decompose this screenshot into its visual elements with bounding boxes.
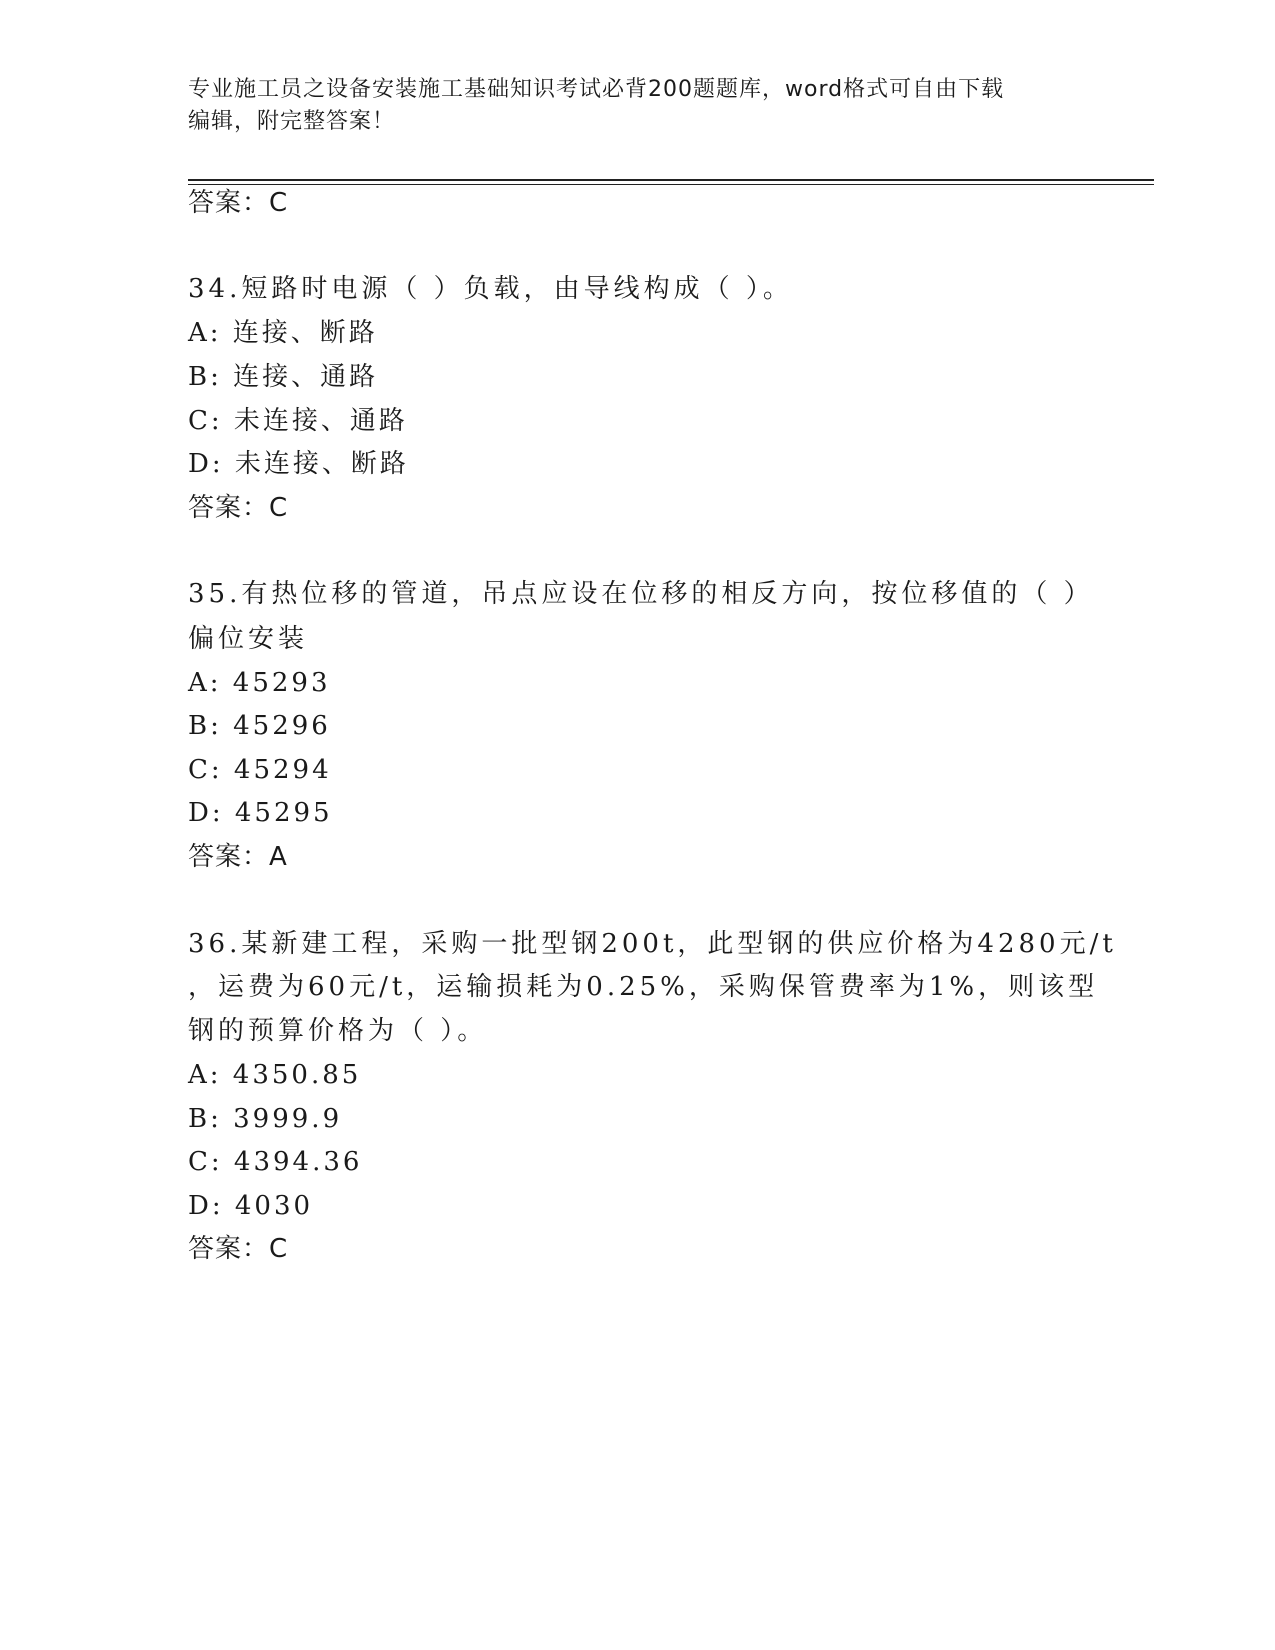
question-34-answer: 答案：C — [188, 493, 289, 523]
header-divider — [188, 179, 1154, 185]
question-34-option-b: B: 连接、通路 — [188, 362, 379, 392]
question-36-text-line-1: 36.某新建工程，采购一批型钢200t，此型钢的供应价格为4280元/t — [188, 929, 1117, 959]
question-36-text-line-2: ，运费为60元/t，运输损耗为0.25%，采购保管费率为1%，则该型 — [188, 972, 1099, 1002]
document-header — [188, 74, 1068, 138]
question-34-option-d: D: 未连接、断路 — [188, 449, 409, 479]
question-35-option-c: C: 45294 — [188, 755, 332, 785]
previous-answer: 答案：C — [188, 188, 289, 218]
question-34-option-c: C: 未连接、通路 — [188, 406, 408, 436]
question-34-option-a: A: 连接、断路 — [188, 318, 378, 348]
header-title-line-2: 编辑，附完整答案！ — [188, 109, 396, 134]
question-35-option-a: A: 45293 — [188, 668, 331, 698]
question-36-option-b: B: 3999.9 — [188, 1104, 343, 1134]
question-35-answer: 答案：A — [188, 842, 288, 872]
question-34-text-line-1: 34.短路时电源（ ）负载，由导线构成（ ）。 — [188, 274, 793, 304]
question-35-option-b: B: 45296 — [188, 711, 331, 741]
question-35-text-line-2: 偏位安装 — [188, 624, 309, 654]
header-title-line-1: 专业施工员之设备安装施工基础知识考试必背200题题库，word格式可自由下载 — [188, 77, 1005, 102]
question-35-option-d: D: 45295 — [188, 798, 333, 828]
question-36-option-d: D: 4030 — [188, 1191, 314, 1221]
question-36-option-a: A: 4350.85 — [188, 1060, 362, 1090]
question-36-answer: 答案：C — [188, 1234, 289, 1264]
question-36-text-line-3: 钢的预算价格为（ ）。 — [188, 1016, 488, 1046]
question-35-text-line-1: 35.有热位移的管道，吊点应设在位移的相反方向，按位移值的（ ） — [188, 579, 1094, 609]
question-36-option-c: C: 4394.36 — [188, 1147, 363, 1177]
